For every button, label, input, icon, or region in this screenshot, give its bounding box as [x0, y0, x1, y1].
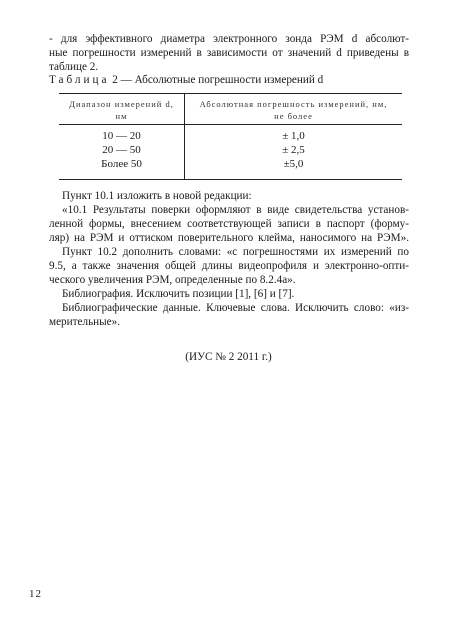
table-header-error-line2: не более: [274, 111, 313, 121]
paragraph-10-2-line-3: ческого увеличения РЭМ, определенные по 8.2.4а».: [49, 274, 296, 286]
intro-line-3: таблице 2.: [49, 61, 99, 73]
table-header-divider: [59, 124, 402, 125]
paragraph-10-1-line-2: ленной формы, внесением соответствующей записи в паспорт (форму-: [49, 218, 409, 230]
table-row-2-range: 20 — 50: [102, 144, 141, 156]
table-header-error-line1: Абсолютная погрешность измерений, нм,: [199, 99, 388, 109]
paragraph-10-1-line-1: «10.1 Результаты поверки оформляют в виде свидетельства установ-: [62, 204, 409, 216]
paragraph-10-2-line-1: Пункт 10.2 дополнить словами: «с погрешностями их измерений по: [62, 246, 409, 258]
paragraph-10-1-intro: Пункт 10.1 изложить в новой редакции:: [62, 190, 252, 202]
table-row-1-error: ± 1,0: [282, 130, 305, 142]
table-caption-text: 2 — Абсолютные погрешности измерений d: [109, 74, 324, 86]
table-row-3-range: Более 50: [101, 158, 142, 170]
errors-table: [59, 93, 402, 180]
paragraph-10-1-line-3: ляр) на РЭМ и оттиском поверительного клейма, наносимого на РЭМ».: [49, 232, 409, 244]
table-caption: [49, 73, 323, 87]
table-row-2-error: ± 2,5: [282, 144, 305, 156]
table-row-3-error: ±5,0: [283, 158, 304, 170]
page-number: 12: [29, 588, 42, 600]
intro-line-2: ные погрешности измерений в зависимости от значений d приведены в: [49, 47, 409, 59]
table-row-1-range: 10 — 20: [102, 130, 141, 142]
intro-line-1: - для эффективного диаметра электронного зонда РЭМ d абсолют-: [49, 33, 409, 45]
paragraph-bibliography: Библиография. Исключить позиции [1], [6] и [7].: [62, 288, 295, 300]
paragraph-keywords-line-1: Библиографические данные. Ключевые слова. Исключить слово: «из-: [62, 302, 409, 314]
table-header-range-line2: нм: [115, 111, 128, 121]
amendment-reference: (ИУС № 2 2011 г.): [185, 351, 272, 363]
table-header-error: [185, 98, 402, 122]
table-caption-word: Таблица: [49, 74, 110, 86]
paragraph-10-2-line-2: 9.5, а также значения общей длины видеопрофиля и электронно-опти-: [49, 260, 409, 272]
table-header-range: [59, 98, 184, 122]
paragraph-keywords-line-2: мерительные».: [49, 316, 121, 328]
table-header-range-line1: Диапазон измерений d,: [69, 99, 174, 109]
